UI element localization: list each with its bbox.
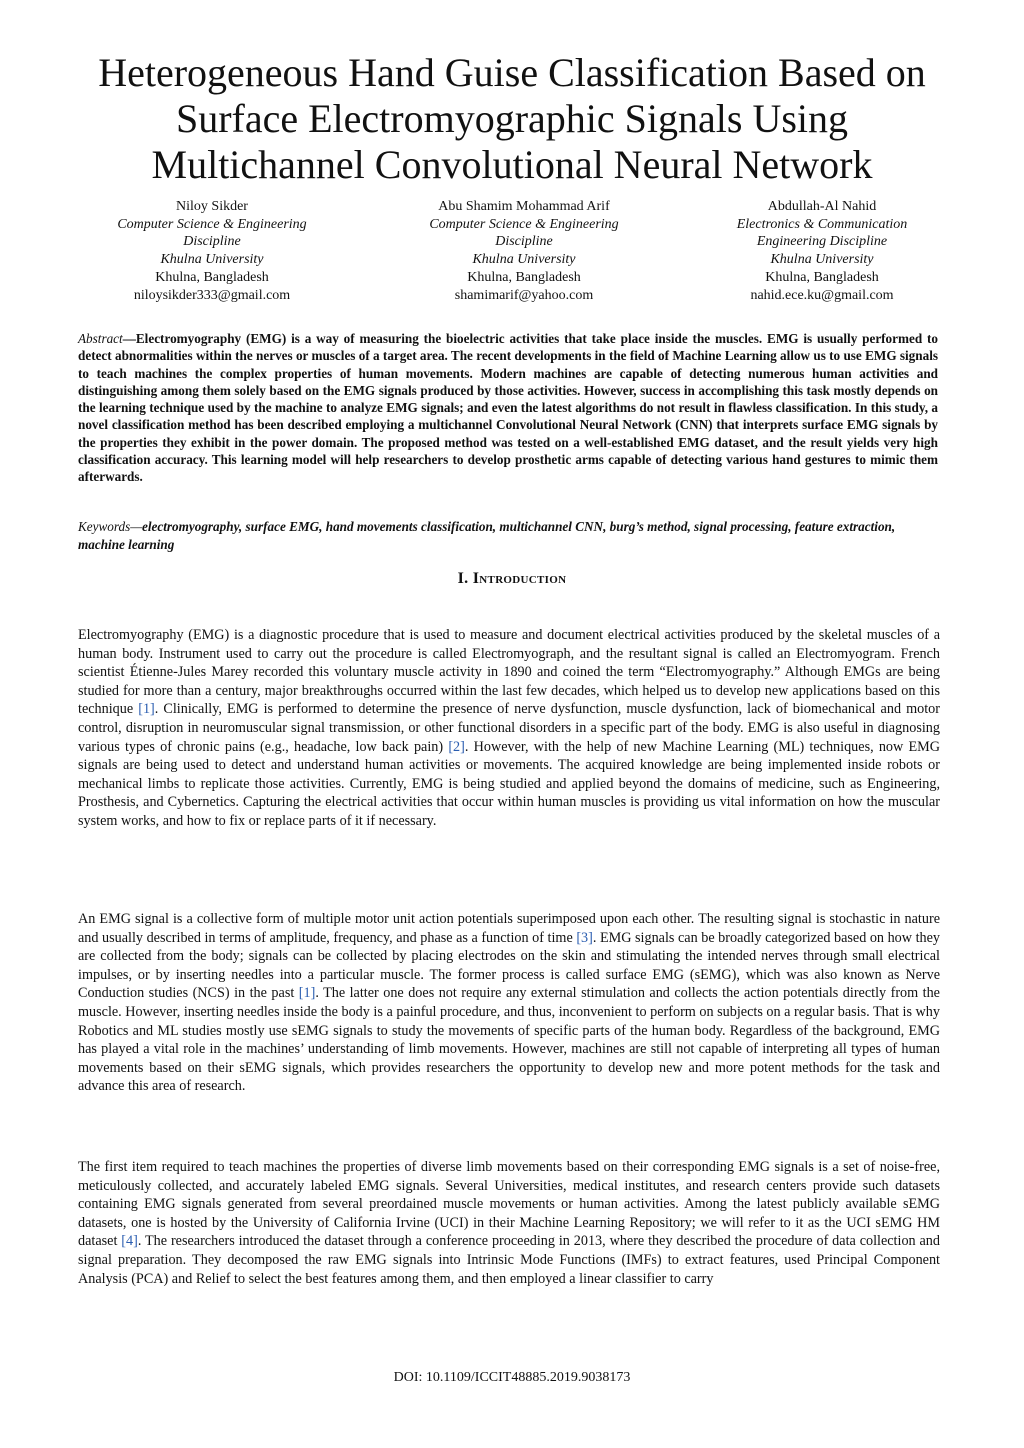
author-name: Abu Shamim Mohammad Arif — [438, 199, 610, 214]
title-line: Surface Electromyographic Signals Using — [175, 96, 849, 141]
citation-link[interactable]: [3] — [576, 929, 593, 946]
abstract-dash: — — [122, 331, 136, 346]
body-paragraph — [78, 626, 940, 831]
author-name: Abdullah-Al Nahid — [767, 199, 877, 214]
author-location: Khulna, Bangladesh — [765, 269, 879, 285]
paragraph-text: . The latter one does not require any external stimulation and collects the action potentials directly from the muscle. However, inserting needles inside the body is a painful procedure, and thus, inconvenient to perform on subjects on a regular basis. That is why Robotics and ML studies mostly use sEMG signals to study the movements of specific parts of the human body. Regardless of the background, EMG has played a vital role in the machines’ understanding of limb movements. However, machines are still not capable of interpreting all types of human movements based on their sEMG signals, which provides researchers the opportunity to develop new and more potent methods for the task and advance this area of research. — [78, 985, 940, 1095]
paragraph-text: . However, with the help of new Machine Learning (ML) techniques, now EMG signals are being used to detect and understand human activities or movements. The acquired knowledge are being implemented inside robots or mechanical limbs to replicate those activities. Currently, EMG is being studied and applied beyond the domains of medicine, such as Engineering, Prosthesis, and Cybernetics. Capturing the electrical activities that occur within human muscles is providing us vital information on how the muscular system works, and how to fix or replace parts of it if necessary. — [78, 738, 940, 829]
abstract — [78, 330, 938, 486]
author-university: Khulna University — [160, 252, 264, 268]
keywords-text: electromyography, surface EMG, hand movements classification, multichannel CNN, burg’s method, signal processing, feature extraction, machine learning — [78, 519, 896, 552]
author-email[interactable]: nahid.ece.ku@gmail.com — [750, 287, 894, 303]
citation-link[interactable]: [4] — [121, 1233, 138, 1250]
section-number: I. — [457, 570, 469, 587]
author-department: Computer Science & Engineering — [117, 216, 307, 232]
body-paragraph — [78, 1158, 940, 1288]
author-department: Engineering Discipline — [756, 234, 888, 250]
citation-link[interactable]: [1] — [138, 701, 155, 718]
keywords-label: Keywords— — [78, 519, 142, 534]
citation-link[interactable]: [2] — [448, 738, 465, 755]
section-heading-introduction — [0, 568, 1024, 590]
author-university: Khulna University — [472, 252, 576, 268]
paper-title — [40, 50, 984, 188]
paragraph-text: . EMG signals can be broadly categorized based on how they are collected from the body; signals can be collected by placing electrodes on the skin and stimulating the intended nerves through small electrical impulses, or by inserting needles into a particular muscle. The former process is called surface EMG (sEMG), which was also known as Nerve Conduction studies (NCS) in the past — [78, 929, 940, 1002]
abstract-text: Electromyography (EMG) is a way of measuring the bioelectric activities that take place inside the muscles. EMG is usually performed to detect abnormalities within the nerves or muscles of a target area. The recent developments in the field of Machine Learning allow us to use EMG signals to teach machines the complex properties of human movements. Modern machines are capable of detecting numerous human activities and distinguishing among them solely based on the EMG signals produced by those activities. However, success in accomplishing this task mostly depends on the learning technique used by the machine to analyze EMG signals; and even the latest algorithms do not result in flawless classification. In this study, a novel classification method has been described employing a multichannel Convolutional Neural Network (CNN) that interprets surface EMG signals by the properties they exhibit in the power domain. The proposed method was tested on a well-established EMG dataset, and the result yields very high classification accuracy. This learning model will help researchers to develop prosthetic arms capable of detecting various hand gestures to mimic them afterwards. — [78, 331, 938, 485]
paragraph-text: Electromyography (EMG) is a diagnostic procedure that is used to measure and document electrical activities produced by the skeletal muscles of a human body. Instrument used to carry out the procedure is called Electromyograph, and the resultant signal is called an Electromyogram. French scientist Étienne-Jules Marey recorded this voluntary muscle activity in 1890 and coined the term “Electromyography.” Although EMGs are being studied for more than a century, major breakthroughs occurred within the last few decades, which helped us to develop new applications based on this technique — [78, 627, 940, 718]
author-location: Khulna, Bangladesh — [467, 269, 581, 285]
author-email[interactable]: niloysikder333@gmail.com — [133, 287, 291, 303]
title-line: Heterogeneous Hand Guise Classification Based on — [98, 50, 926, 95]
paragraph-text: . Clinically, EMG is performed to determine the presence of nerve dysfunction, muscle dysfunction, lack of biomechanical and motor control, disruption in neuromuscular signal transmission, or other functional disorders in a specific part of the body. EMG is also useful in diagnosing various types of chronic pains (e.g., headache, low back pain) — [78, 701, 940, 755]
section-title: Introduction — [472, 570, 567, 587]
author-2 — [374, 198, 674, 304]
keywords — [78, 518, 938, 554]
author-department: Computer Science & Engineering — [429, 216, 619, 232]
title-line: Multichannel Convolutional Neural Network — [151, 142, 873, 187]
abstract-label: Abstract — [78, 331, 123, 346]
author-email[interactable]: shamimarif@yahoo.com — [454, 287, 594, 303]
body-paragraph — [78, 910, 940, 1096]
author-1 — [62, 198, 362, 304]
author-university: Khulna University — [770, 252, 874, 268]
doi-footer: DOI: 10.1109/ICCIT48885.2019.9038173 — [393, 1370, 631, 1385]
author-name: Niloy Sikder — [176, 199, 248, 214]
author-location: Khulna, Bangladesh — [155, 269, 269, 285]
paragraph-text: . The researchers introduced the dataset through a conference proceeding in 2013, where they described the procedure of data collection and signal preparation. They decomposed the raw EMG signals into Intrinsic Mode Functions (IMFs) to extract features, used Principal Component Analysis (PCA) and Relief to select the best features among them, and then employed a linear classifier to carry — [78, 1233, 940, 1287]
paragraph-text: The first item required to teach machines the properties of diverse limb movements based on their corresponding EMG signals is a set of noise-free, meticulously collected, and accurately labeled EMG signals. Several Universities, medical institutes, and research centers provide such datasets containing EMG signals generated from several preordained muscle movements or human activities. Among the latest publicly available sEMG datasets, one is hosted by the University of California Irvine (UCI) in their Machine Learning Repository; we will refer to it as the UCI sEMG HM dataset — [78, 1159, 940, 1250]
author-3 — [672, 198, 972, 304]
paragraph-text: An EMG signal is a collective form of multiple motor unit action potentials superimposed upon each other. The resulting signal is stochastic in nature and usually described in terms of amplitude, frequency, and phase as a function of time — [78, 911, 940, 946]
author-department: Discipline — [495, 234, 553, 250]
author-department: Electronics & Communication — [736, 216, 908, 232]
author-department: Discipline — [183, 234, 241, 250]
citation-link[interactable]: [1] — [298, 985, 316, 1002]
